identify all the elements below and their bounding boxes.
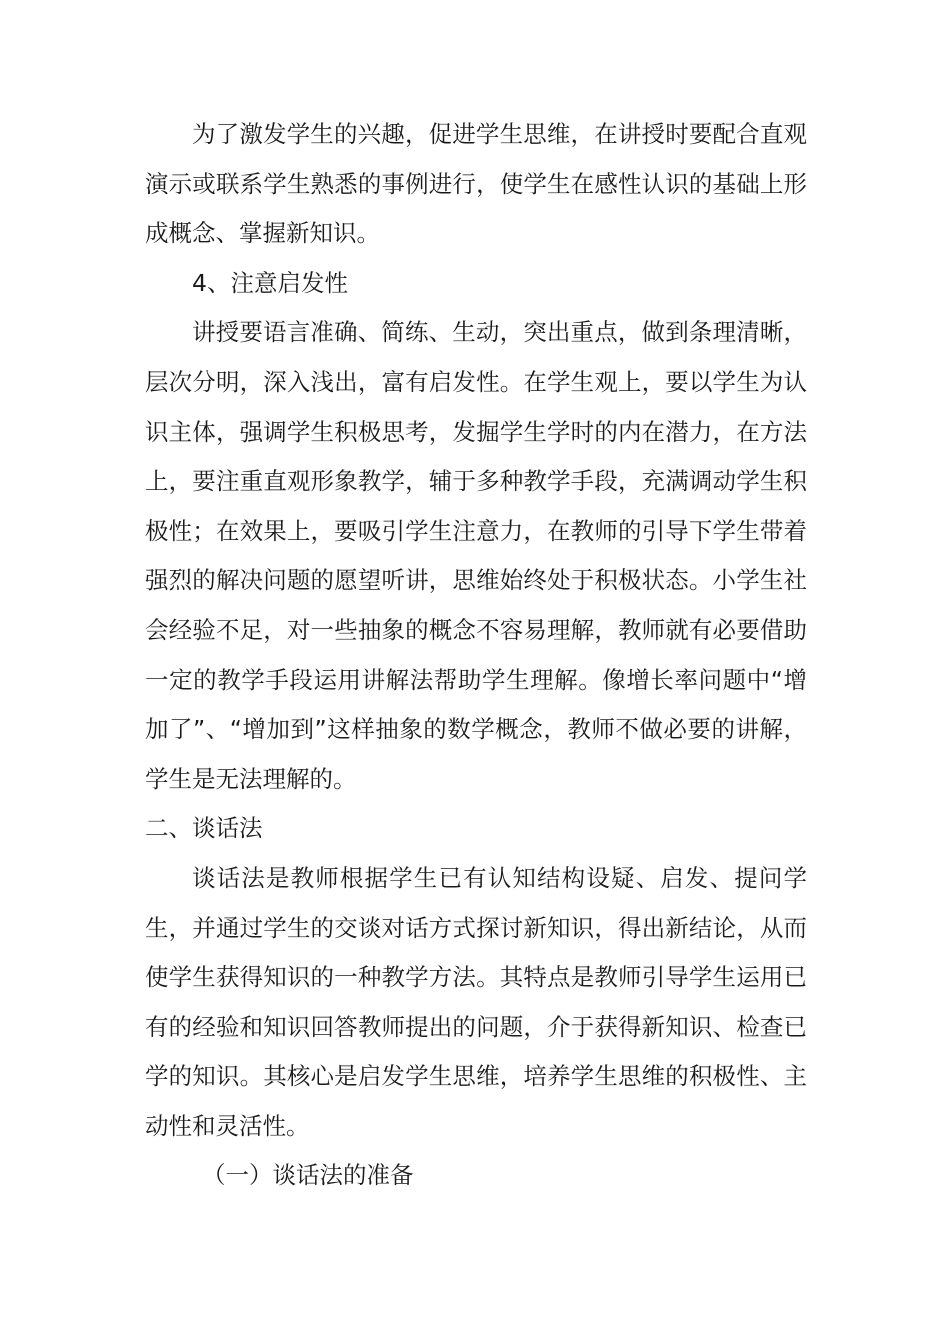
document-body [145, 110, 807, 1201]
paragraph-interest: 为了激发学生的兴趣，促进学生思维，在讲授时要配合直观演示或联系学生熟悉的事例进行，使学生在感性认识的基础上形成概念、掌握新知识。 [145, 120, 807, 248]
heading-conversation-method: 二、谈话法 [145, 814, 263, 843]
paragraph-lecture: 讲授要语言准确、简练、生动，突出重点，做到条理清晰，层次分明，深入浅出，富有启发性。在学生观上，要以学生为认识主体，强调学生积极思考，发掘学生学时的内在潜力，在方法上，要注重直观形象教学，辅于多种教学手段，充满调动学生积极性；在效果上，要吸引学生注意力，在教师的引导下学生带着强烈的解决问题的愿望听讲，思维始终处于积极状态。小学生社会经验不足，对一些抽象的概念不容易理解，教师就有必要借助一定的教学手段运用讲解法帮助学生理解。像增长率问题中“增加了”、“增加到”这样抽象的数学概念，教师不做必要的讲解，学生是无法理解的。 [145, 318, 807, 793]
heading-heuristic: 4、注意启发性 [192, 268, 348, 297]
paragraph-conversation: 谈话法是教师根据学生已有认知结构设疑、启发、提问学生，并通过学生的交谈对话方式探讨新知识，得出新结论，从而使学生获得知识的一种教学方法。其特点是教师引导学生运用已有的经验和知识回答教师提出的问题，介于获得新知识、检查已学的知识。其核心是启发学生思维，培养学生思维的积极性、主动性和灵活性。 [145, 863, 807, 1140]
heading-conversation-preparation: （一）谈话法的准备 [202, 1161, 414, 1190]
